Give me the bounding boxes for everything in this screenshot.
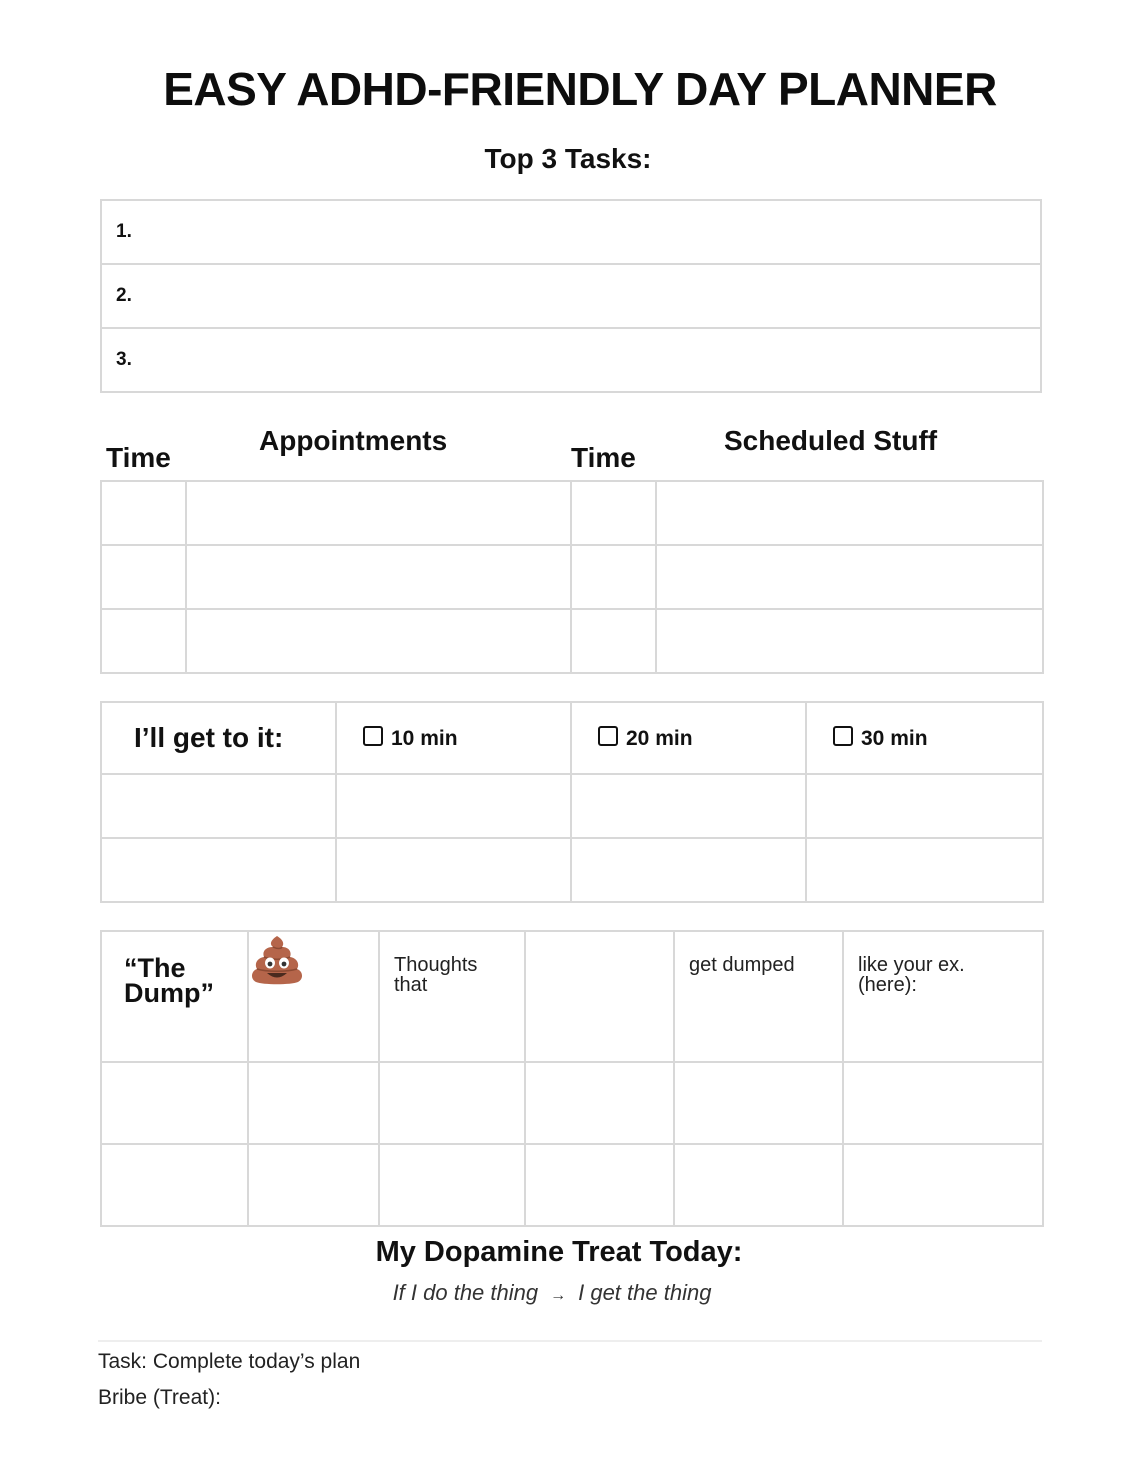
top-tasks-heading: Top 3 Tasks: <box>484 143 652 174</box>
cell[interactable] <box>336 774 571 838</box>
dopamine-heading: My Dopamine Treat Today: <box>375 1236 743 1268</box>
schedule-row <box>101 545 1043 609</box>
dump-label: “The Dump” <box>101 931 248 1062</box>
task-number: 2. <box>101 264 1041 328</box>
task-row[interactable] <box>101 328 1041 392</box>
cell[interactable] <box>101 1062 248 1144</box>
option-label: 20 min <box>626 726 693 750</box>
time-cell[interactable] <box>101 481 186 545</box>
cell[interactable] <box>101 1144 248 1226</box>
option-10-min[interactable] <box>336 702 571 774</box>
cell[interactable] <box>525 1062 674 1144</box>
scheduled-cell[interactable] <box>656 545 1043 609</box>
poop-emoji-icon <box>249 932 305 988</box>
cell[interactable] <box>806 774 1043 838</box>
appointment-cell[interactable] <box>186 609 571 673</box>
cell[interactable] <box>101 838 336 902</box>
time-cell[interactable] <box>101 609 186 673</box>
option-label: 30 min <box>861 726 928 750</box>
dopamine-right: I get the thing <box>578 1280 712 1305</box>
get-to-it-header-row <box>101 702 1043 774</box>
page-title: EASY ADHD-FRIENDLY DAY PLANNER <box>163 63 997 115</box>
schedule-row <box>101 481 1043 545</box>
dopamine-subline <box>0 1280 1104 1306</box>
time-cell[interactable] <box>571 609 656 673</box>
poop-emoji-cell <box>248 931 379 1062</box>
option-30-min[interactable] <box>806 702 1043 774</box>
cell[interactable] <box>525 1144 674 1226</box>
cell[interactable] <box>843 1144 1043 1226</box>
dump-col-ex: like your ex. (here): <box>843 931 1043 1062</box>
option-label: 10 min <box>391 726 458 750</box>
get-to-it-label: I’ll get to it: <box>101 702 336 774</box>
time-cell[interactable] <box>571 545 656 609</box>
scheduled-cell[interactable] <box>656 481 1043 545</box>
cell[interactable] <box>248 1062 379 1144</box>
dump-row <box>101 1062 1043 1144</box>
cell[interactable] <box>571 838 806 902</box>
scheduled-cell[interactable] <box>656 609 1043 673</box>
appointments-table <box>100 480 1044 674</box>
appointment-cell[interactable] <box>186 481 571 545</box>
get-to-it-table <box>100 701 1044 903</box>
divider <box>98 1340 1042 1342</box>
cell[interactable] <box>571 774 806 838</box>
cell[interactable] <box>674 1062 843 1144</box>
footer-bribe: Bribe (Treat): <box>98 1386 221 1409</box>
get-to-it-row <box>101 774 1043 838</box>
dump-col-thoughts: Thoughts that <box>379 931 525 1062</box>
time-header-right: Time <box>571 442 636 473</box>
dump-header-row <box>101 931 1043 1062</box>
task-row[interactable] <box>101 200 1041 264</box>
cell[interactable] <box>336 838 571 902</box>
appointments-header: Appointments <box>259 425 448 456</box>
dopamine-left: If I do the thing <box>392 1280 539 1305</box>
schedule-row <box>101 609 1043 673</box>
cell[interactable] <box>101 774 336 838</box>
footer-task: Task: Complete today’s plan <box>98 1350 361 1373</box>
cell[interactable] <box>248 1144 379 1226</box>
task-number: 1. <box>101 200 1041 264</box>
checkbox-icon[interactable] <box>363 726 383 746</box>
time-cell[interactable] <box>571 481 656 545</box>
option-20-min[interactable] <box>571 702 806 774</box>
get-to-it-row <box>101 838 1043 902</box>
cell[interactable] <box>806 838 1043 902</box>
cell[interactable] <box>379 1062 525 1144</box>
time-cell[interactable] <box>101 545 186 609</box>
cell[interactable] <box>843 1062 1043 1144</box>
dump-col-dumped: get dumped <box>674 931 843 1062</box>
checkbox-icon[interactable] <box>833 726 853 746</box>
top-tasks-table <box>100 199 1042 393</box>
dump-row <box>101 1144 1043 1226</box>
cell[interactable] <box>674 1144 843 1226</box>
checkbox-icon[interactable] <box>598 726 618 746</box>
cell[interactable] <box>379 1144 525 1226</box>
scheduled-stuff-header: Scheduled Stuff <box>724 425 938 456</box>
dump-col-empty[interactable] <box>525 931 674 1062</box>
task-number: 3. <box>101 328 1041 392</box>
appointment-cell[interactable] <box>186 545 571 609</box>
time-header-left: Time <box>106 442 171 473</box>
arrow-icon: → <box>550 1287 567 1304</box>
task-row[interactable] <box>101 264 1041 328</box>
dump-table <box>100 930 1044 1227</box>
